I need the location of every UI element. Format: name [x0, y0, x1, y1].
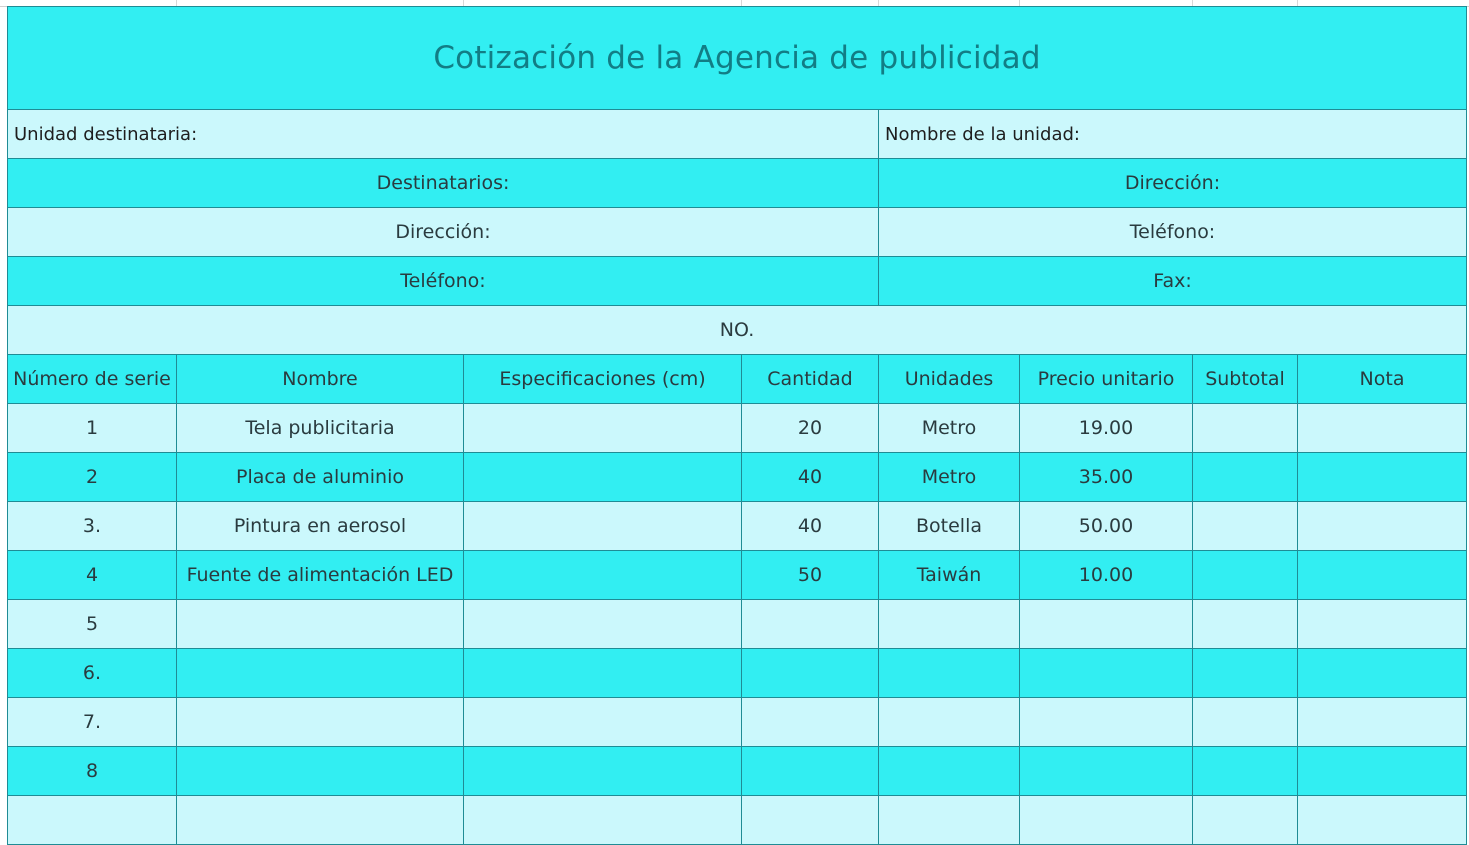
serial-number-cell[interactable]: 7. — [8, 698, 177, 747]
note-cell[interactable] — [1298, 796, 1467, 845]
serial-number-cell[interactable]: 6. — [8, 649, 177, 698]
serial-number-cell[interactable] — [8, 796, 177, 845]
specifications-cell[interactable] — [464, 600, 742, 649]
note-cell[interactable] — [1298, 600, 1467, 649]
specifications-cell[interactable] — [464, 649, 742, 698]
name-cell[interactable]: Pintura en aerosol — [177, 502, 464, 551]
units-cell[interactable] — [879, 649, 1020, 698]
specifications-cell[interactable] — [464, 551, 742, 600]
serial-number-cell[interactable]: 3. — [8, 502, 177, 551]
note-cell[interactable] — [1298, 747, 1467, 796]
table-row — [8, 404, 1467, 453]
serial-number-cell[interactable]: 5 — [8, 600, 177, 649]
subtotal-cell[interactable] — [1193, 502, 1298, 551]
serial-number-cell[interactable]: 8 — [8, 747, 177, 796]
name-cell[interactable]: Fuente de alimentación LED — [177, 551, 464, 600]
specifications-cell[interactable] — [464, 404, 742, 453]
subtotal-cell[interactable] — [1193, 747, 1298, 796]
column-header-row — [8, 355, 1467, 404]
quantity-cell[interactable]: 40 — [742, 502, 879, 551]
table-row — [8, 600, 1467, 649]
subtotal-cell[interactable] — [1193, 796, 1298, 845]
specifications-cell[interactable] — [464, 453, 742, 502]
name-cell[interactable] — [177, 796, 464, 845]
table-row — [8, 551, 1467, 600]
serial-number-cell[interactable]: 4 — [8, 551, 177, 600]
name-cell[interactable] — [177, 649, 464, 698]
unit-price-cell[interactable]: 35.00 — [1020, 453, 1193, 502]
quotation-title[interactable]: Cotización de la Agencia de publicidad — [8, 7, 1467, 110]
header-quantity[interactable]: Cantidad — [742, 355, 879, 404]
note-cell[interactable] — [1298, 649, 1467, 698]
number-cell[interactable]: NO. — [8, 306, 1467, 355]
quantity-cell[interactable]: 20 — [742, 404, 879, 453]
unit-price-cell[interactable]: 19.00 — [1020, 404, 1193, 453]
name-cell[interactable] — [177, 747, 464, 796]
recipients-cell[interactable]: Destinatarios: — [8, 159, 879, 208]
address-left-cell[interactable]: Dirección: — [8, 208, 879, 257]
subtotal-cell[interactable] — [1193, 600, 1298, 649]
units-cell[interactable]: Botella — [879, 502, 1020, 551]
units-cell[interactable] — [879, 698, 1020, 747]
note-cell[interactable] — [1298, 551, 1467, 600]
quotation-table — [7, 6, 1467, 845]
subtotal-cell[interactable] — [1193, 649, 1298, 698]
unit-price-cell[interactable] — [1020, 600, 1193, 649]
quantity-cell[interactable] — [742, 796, 879, 845]
header-unit-price[interactable]: Precio unitario — [1020, 355, 1193, 404]
table-row — [8, 698, 1467, 747]
subtotal-cell[interactable] — [1193, 453, 1298, 502]
name-cell[interactable]: Placa de aluminio — [177, 453, 464, 502]
address-right-cell[interactable]: Dirección: — [879, 159, 1467, 208]
specifications-cell[interactable] — [464, 698, 742, 747]
unit-price-cell[interactable] — [1020, 698, 1193, 747]
units-cell[interactable] — [879, 796, 1020, 845]
unit-price-cell[interactable]: 50.00 — [1020, 502, 1193, 551]
quantity-cell[interactable] — [742, 698, 879, 747]
units-cell[interactable]: Metro — [879, 404, 1020, 453]
header-units[interactable]: Unidades — [879, 355, 1020, 404]
table-row — [8, 796, 1467, 845]
quantity-cell[interactable] — [742, 649, 879, 698]
note-cell[interactable] — [1298, 698, 1467, 747]
units-cell[interactable]: Metro — [879, 453, 1020, 502]
quantity-cell[interactable]: 50 — [742, 551, 879, 600]
units-cell[interactable]: Taiwán — [879, 551, 1020, 600]
header-serial-number[interactable]: Número de serie — [8, 355, 177, 404]
table-row — [8, 453, 1467, 502]
header-note[interactable]: Nota — [1298, 355, 1467, 404]
unit-price-cell[interactable]: 10.00 — [1020, 551, 1193, 600]
unit-name-cell[interactable]: Nombre de la unidad: — [879, 110, 1467, 159]
serial-number-cell[interactable]: 1 — [8, 404, 177, 453]
table-row — [8, 649, 1467, 698]
subtotal-cell[interactable] — [1193, 551, 1298, 600]
note-cell[interactable] — [1298, 453, 1467, 502]
header-subtotal[interactable]: Subtotal — [1193, 355, 1298, 404]
subtotal-cell[interactable] — [1193, 698, 1298, 747]
name-cell[interactable] — [177, 698, 464, 747]
fax-cell[interactable]: Fax: — [879, 257, 1467, 306]
table-row — [8, 747, 1467, 796]
recipient-unit-cell[interactable]: Unidad destinataria: — [8, 110, 879, 159]
name-cell[interactable]: Tela publicitaria — [177, 404, 464, 453]
unit-price-cell[interactable] — [1020, 649, 1193, 698]
unit-price-cell[interactable] — [1020, 747, 1193, 796]
serial-number-cell[interactable]: 2 — [8, 453, 177, 502]
quantity-cell[interactable]: 40 — [742, 453, 879, 502]
specifications-cell[interactable] — [464, 747, 742, 796]
phone-left-cell[interactable]: Teléfono: — [8, 257, 879, 306]
specifications-cell[interactable] — [464, 502, 742, 551]
unit-price-cell[interactable] — [1020, 796, 1193, 845]
note-cell[interactable] — [1298, 502, 1467, 551]
phone-right-cell[interactable]: Teléfono: — [879, 208, 1467, 257]
quantity-cell[interactable] — [742, 600, 879, 649]
quantity-cell[interactable] — [742, 747, 879, 796]
note-cell[interactable] — [1298, 404, 1467, 453]
header-name[interactable]: Nombre — [177, 355, 464, 404]
units-cell[interactable] — [879, 600, 1020, 649]
subtotal-cell[interactable] — [1193, 404, 1298, 453]
specifications-cell[interactable] — [464, 796, 742, 845]
header-specifications[interactable]: Especificaciones (cm) — [464, 355, 742, 404]
table-row — [8, 502, 1467, 551]
name-cell[interactable] — [177, 600, 464, 649]
units-cell[interactable] — [879, 747, 1020, 796]
